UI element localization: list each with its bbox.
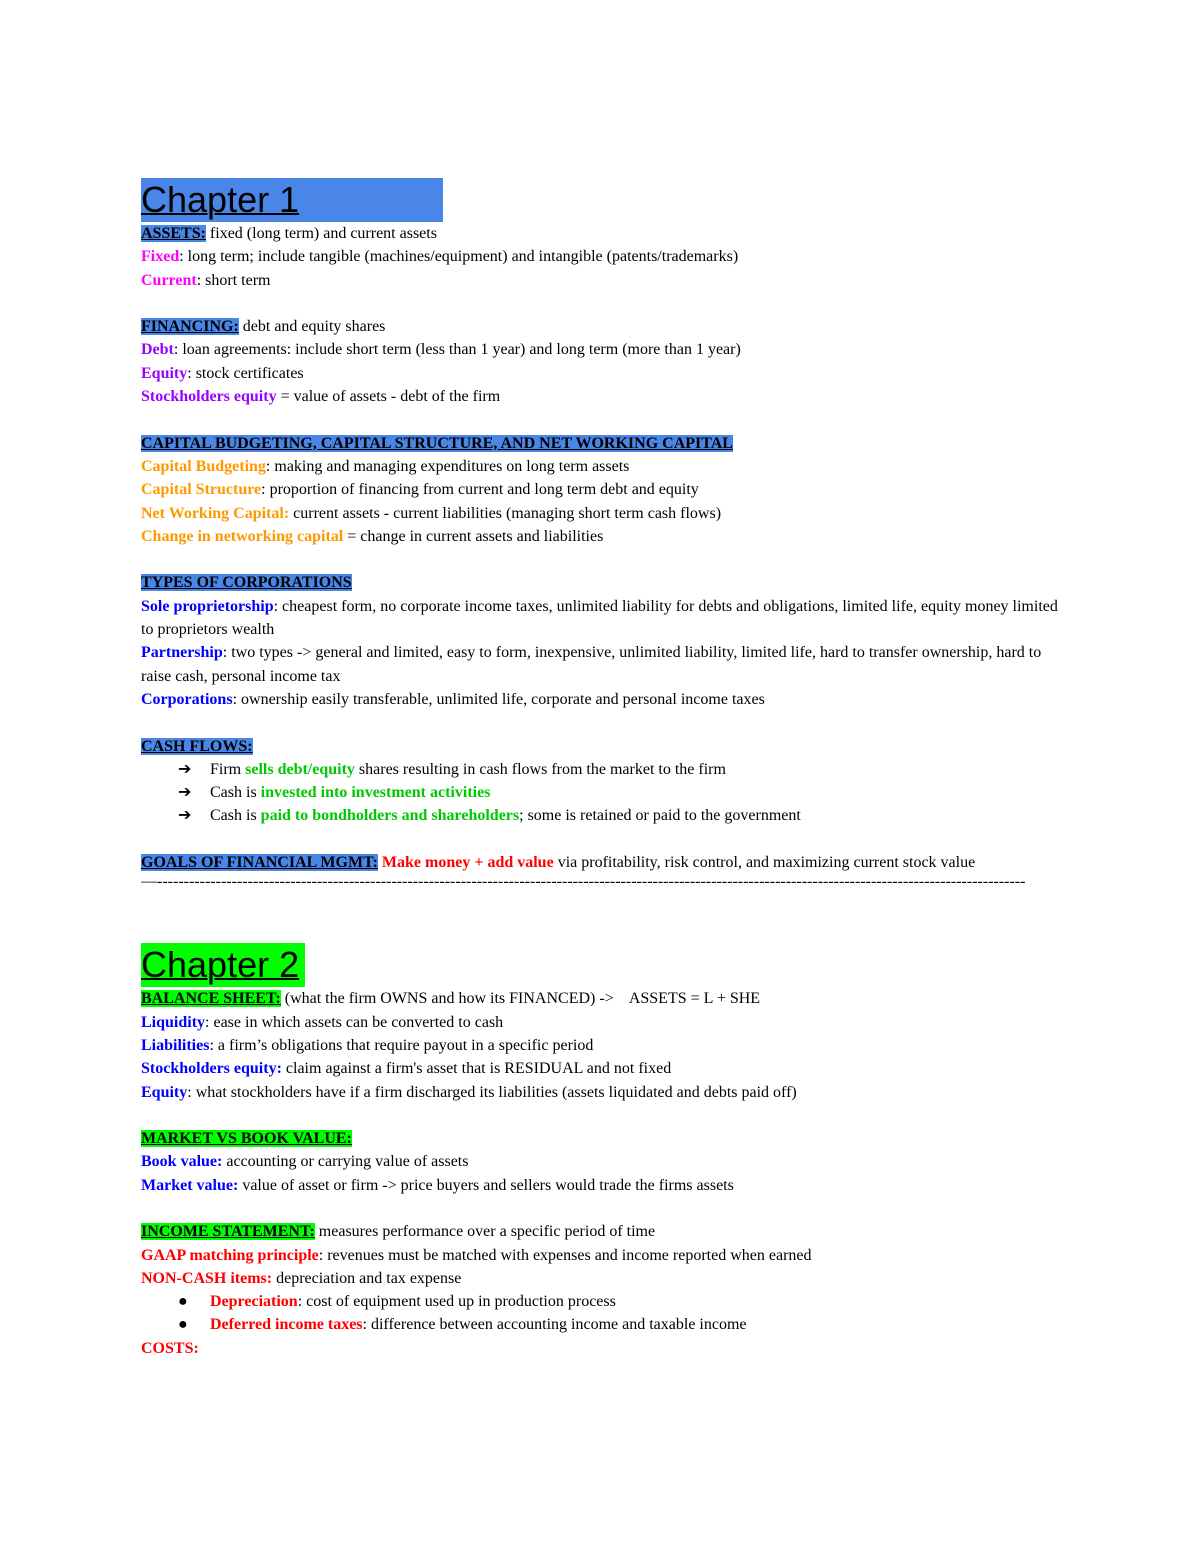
- income-statement-line: [141, 1220, 1061, 1243]
- goals-heading: GOALS OF FINANCIAL MGMT:: [141, 854, 378, 872]
- bullet-1-highlight: sells debt/equity: [245, 760, 355, 778]
- goals-highlight: Make money + add value: [381, 854, 554, 872]
- market-value-label: Market value:: [141, 1176, 239, 1194]
- ch2-stockholders-equity-text: claim against a firm's asset that is RESIDUAL and not fixed: [281, 1060, 672, 1078]
- book-value-text: accounting or carrying value of assets: [222, 1153, 469, 1171]
- balance-sheet-text: (what the firm OWNS and how its FINANCED) -> ASSETS = L + SHE: [280, 990, 761, 1008]
- debt-text: : loan agreements: include short term (less than 1 year) and long term (more than 1 year): [173, 341, 741, 359]
- bullet-1-pre: Firm: [210, 760, 246, 778]
- change-nwc-line: [141, 525, 1061, 548]
- balance-sheet-line: [141, 987, 1061, 1010]
- bullet-1-post: shares resulting in cash flows from the market to the firm: [354, 760, 726, 778]
- market-value-line: [141, 1174, 1061, 1197]
- net-working-capital-label: Net Working Capital:: [141, 504, 290, 522]
- costs-line: [141, 1337, 1061, 1360]
- non-cash-text: depreciation and tax expense: [272, 1269, 462, 1287]
- cash-flows-heading-line: [141, 735, 1061, 758]
- corporations-label: Corporations: [141, 690, 233, 708]
- capital-structure-text: : proportion of financing from current and long term debt and equity: [261, 481, 699, 499]
- liabilities-line: [141, 1034, 1061, 1057]
- financing-line: [141, 315, 1061, 338]
- financing-text: debt and equity shares: [238, 318, 386, 336]
- assets-text: fixed (long term) and current assets: [205, 225, 437, 242]
- depreciation-label: Depreciation: [210, 1293, 298, 1311]
- book-value-line: [141, 1150, 1061, 1173]
- bullet-3-pre: Cash is: [210, 807, 261, 825]
- gaap-label: GAAP matching principle: [141, 1246, 319, 1264]
- sole-proprietorship-text: : cheapest form, no corporate income taxes, unlimited liability for debts and obligations, limited life, equity money limited to proprietors wealth: [141, 597, 1058, 639]
- income-statement-heading: INCOME STATEMENT:: [141, 1223, 315, 1241]
- stockholders-equity-label: Stockholders equity: [141, 388, 277, 406]
- costs-label: COSTS:: [141, 1339, 199, 1357]
- current-label: Current: [141, 271, 197, 289]
- cash-flows-heading: CASH FLOWS:: [141, 737, 253, 755]
- deferred-taxes-label: Deferred income taxes: [210, 1316, 363, 1334]
- equity-text: : stock certificates: [187, 364, 304, 382]
- fixed-label: Fixed: [141, 248, 180, 266]
- capital-budgeting-line: [141, 455, 1061, 478]
- depreciation-bullet: [141, 1290, 1061, 1313]
- bullet-2-highlight: invested into investment activities: [260, 784, 491, 802]
- financing-heading: FINANCING:: [141, 318, 239, 336]
- net-working-capital-text: current assets - current liabilities (managing short term cash flows): [289, 504, 722, 522]
- capital-structure-label: Capital Structure: [141, 481, 262, 499]
- partnership-label: Partnership: [141, 644, 223, 662]
- net-working-capital-line: [141, 502, 1061, 525]
- dot-bullet-icon: ●: [178, 1316, 188, 1334]
- book-value-label: Book value:: [141, 1153, 223, 1171]
- cash-flow-bullet-3: [141, 804, 1061, 827]
- liabilities-text: : a firm’s obligations that require payout in a specific period: [209, 1036, 594, 1054]
- corporations-text: : ownership easily transferable, unlimited life, corporate and personal income taxes: [232, 690, 765, 708]
- capital-heading: CAPITAL BUDGETING, CAPITAL STRUCTURE, AND NET WORKING CAPITAL: [141, 434, 733, 452]
- ch2-equity-text: : what stockholders have if a firm discharged its liabilities (assets liquidated and debts paid off): [187, 1083, 797, 1101]
- ch2-equity-line: [141, 1081, 1061, 1104]
- debt-line: [141, 338, 1061, 361]
- bullet-3-post: ; some is retained or paid to the government: [519, 807, 801, 825]
- partnership-text: : two types -> general and limited, easy to form, inexpensive, unlimited liability, limited life, hard to transfer ownership, hard to raise cash, personal income tax: [141, 644, 1042, 685]
- assets-line: [141, 222, 1061, 245]
- current-text: : short term: [196, 271, 271, 289]
- change-nwc-label: Change in networking capital: [141, 527, 344, 545]
- debt-label: Debt: [141, 341, 174, 359]
- equity-line: [141, 362, 1061, 385]
- equity-label: Equity: [141, 364, 188, 382]
- chapter-divider: —-------------------------------------------------------------------------------------------------------------------------------------------------------------------: [141, 873, 1026, 891]
- bullet-2-pre: Cash is: [210, 784, 261, 802]
- chapter-2-title: Chapter 2: [141, 943, 305, 987]
- deferred-taxes-bullet: [141, 1313, 1061, 1336]
- sole-proprietorship-label: Sole proprietorship: [141, 597, 274, 615]
- arrow-bullet-icon: ➔: [178, 760, 192, 778]
- corporations-line: [141, 688, 1061, 711]
- capital-budgeting-label: Capital Budgeting: [141, 457, 266, 475]
- fixed-line: [141, 245, 1061, 268]
- document-page: [141, 178, 1061, 1360]
- dot-bullet-icon: ●: [178, 1293, 188, 1311]
- ch2-equity-label: Equity: [141, 1083, 188, 1101]
- liquidity-text: : ease in which assets can be converted to cash: [205, 1013, 504, 1031]
- chapter-1-title: Chapter 1: [141, 178, 443, 222]
- capital-budgeting-text: : making and managing expenditures on long term assets: [265, 457, 630, 475]
- cash-flow-bullet-2: [141, 781, 1061, 804]
- income-statement-text: measures performance over a specific period of time: [314, 1223, 656, 1241]
- market-book-heading-line: [141, 1127, 1061, 1150]
- ch2-stockholders-equity-line: [141, 1057, 1061, 1080]
- non-cash-line: [141, 1267, 1061, 1290]
- stockholders-equity-text: = value of assets - debt of the firm: [276, 388, 501, 406]
- bullet-3-highlight: paid to bondholders and shareholders: [260, 807, 520, 825]
- depreciation-text: : cost of equipment used up in production process: [297, 1293, 616, 1311]
- arrow-bullet-icon: ➔: [178, 784, 192, 802]
- capital-structure-line: [141, 478, 1061, 501]
- deferred-taxes-text: : difference between accounting income and taxable income: [362, 1316, 747, 1334]
- fixed-text: : long term; include tangible (machines/equipment) and intangible (patents/trademarks): [179, 248, 739, 266]
- ch2-stockholders-equity-label: Stockholders equity:: [141, 1060, 282, 1078]
- gaap-text: : revenues must be matched with expenses and income reported when earned: [318, 1246, 812, 1264]
- corporations-heading: TYPES OF CORPORATIONS: [141, 574, 352, 592]
- market-value-text: value of asset or firm -> price buyers and sellers would trade the firms assets: [238, 1176, 734, 1194]
- partnership-line: [141, 641, 1061, 688]
- gaap-line: [141, 1244, 1061, 1267]
- stockholders-equity-line: [141, 385, 1061, 408]
- balance-sheet-heading: BALANCE SHEET:: [141, 990, 281, 1008]
- current-line: [141, 269, 1061, 292]
- liquidity-line: [141, 1011, 1061, 1034]
- sole-proprietorship-line: [141, 595, 1061, 642]
- change-nwc-text: = change in current assets and liabilities: [343, 527, 604, 545]
- market-book-heading: MARKET VS BOOK VALUE:: [141, 1130, 352, 1148]
- cash-flow-bullet-1: [141, 758, 1061, 781]
- capital-heading-line: [141, 432, 1061, 455]
- goals-text: via profitability, risk control, and maximizing current stock value: [553, 854, 976, 872]
- liquidity-label: Liquidity: [141, 1013, 206, 1031]
- arrow-bullet-icon: ➔: [178, 807, 192, 825]
- non-cash-label: NON-CASH items:: [141, 1269, 273, 1287]
- assets-heading: ASSETS:: [141, 225, 206, 242]
- corporations-heading-line: [141, 571, 1061, 594]
- liabilities-label: Liabilities: [141, 1036, 210, 1054]
